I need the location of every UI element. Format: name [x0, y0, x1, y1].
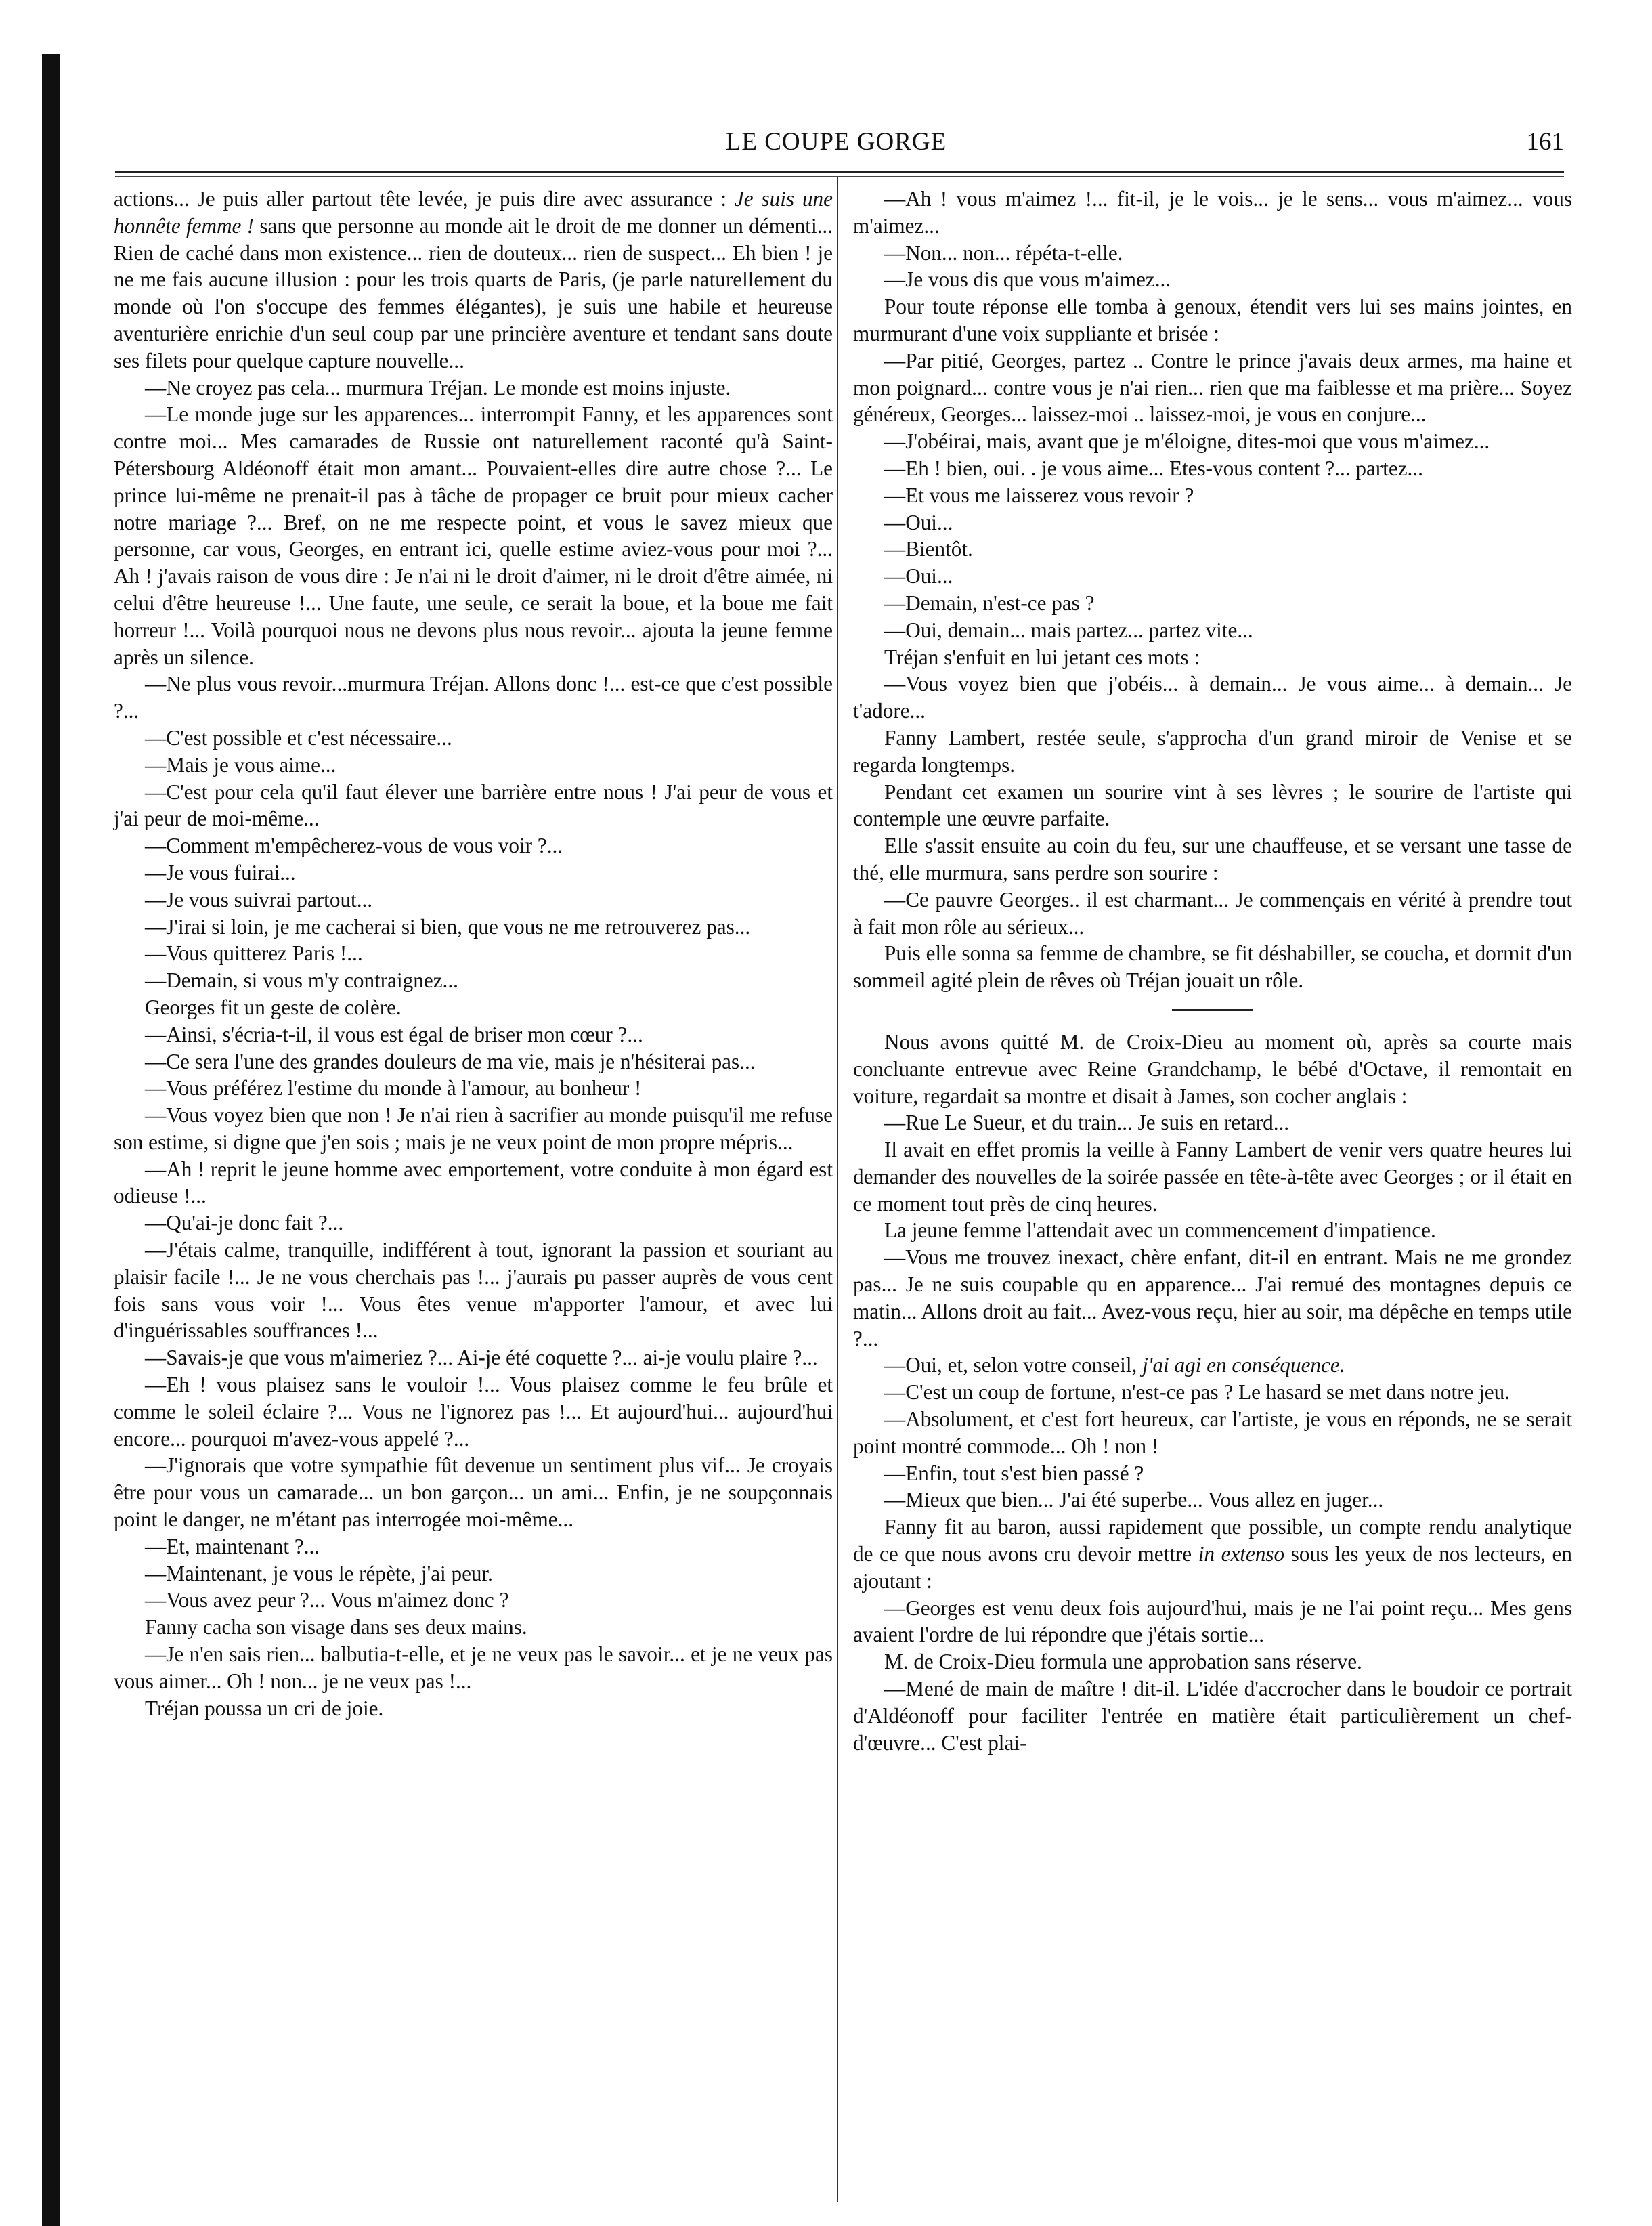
paragraph-text: actions... Je puis aller partout tête levée, je puis dire avec assurance :	[114, 187, 735, 211]
paragraph-text: —Maintenant, je vous le répète, j'ai peur.	[145, 1561, 493, 1585]
paragraph	[853, 1486, 1572, 1514]
paragraph-text: —Oui...	[884, 510, 953, 534]
paragraph	[853, 940, 1572, 994]
paragraph	[114, 1371, 833, 1452]
paragraph	[853, 1244, 1572, 1352]
paragraph	[114, 1048, 833, 1075]
paragraph	[853, 617, 1572, 644]
paragraph-text: Elle s'assit ensuite au coin du feu, sur une chauffeuse, et se versant une tasse de thé, elle murmura, sans perdre son sourire :	[853, 834, 1572, 884]
paragraph	[114, 1533, 833, 1560]
paragraph	[853, 670, 1572, 725]
paragraph	[114, 940, 833, 967]
header-rule-thin	[115, 176, 1564, 177]
paragraph	[853, 590, 1572, 617]
paragraph	[853, 832, 1572, 886]
paragraph	[853, 293, 1572, 347]
paragraph-text: —Et vous me laisserez vous revoir ?	[884, 483, 1194, 507]
paragraph-text: —C'est un coup de fortune, n'est-ce pas ? Le hasard se met dans notre jeu.	[884, 1380, 1510, 1405]
paragraph-text: M. de Croix-Dieu formula une approbation sans réserve.	[884, 1650, 1362, 1674]
paragraph	[114, 1695, 833, 1722]
paragraph	[114, 1452, 833, 1533]
paragraph	[853, 1379, 1572, 1406]
paragraph	[114, 1641, 833, 1695]
paragraph	[853, 725, 1572, 779]
paragraph	[853, 1406, 1572, 1460]
paragraph	[853, 779, 1572, 833]
paragraph	[853, 563, 1572, 590]
running-title: LE COUPE GORGE	[725, 128, 947, 156]
paragraph-text: —C'est pour cela qu'il faut élever une barrière entre nous ! J'ai peur de vous et j'ai peur de moi-même...	[114, 779, 833, 831]
paragraph-text: —Vous voyez bien que non ! Je n'ai rien à sacrifier au monde puisqu'il me refuse son estime, si digne que j'en sois ; mais je ne veux point de mon propre mépris...	[114, 1103, 833, 1154]
right-column	[853, 186, 1572, 1756]
page-number: 161	[1526, 128, 1564, 156]
paragraph-text: —Vous voyez bien que j'obéis... à demain... Je vous aime... à demain... Je t'adore...	[853, 672, 1572, 723]
paragraph	[853, 1595, 1572, 1649]
paragraph	[114, 832, 833, 859]
paragraph	[114, 1560, 833, 1587]
paragraph-text: —J'obéirai, mais, avant que je m'éloigne, dites-moi que vous m'aimez...	[884, 429, 1490, 454]
paragraph-text: —Je vous suivrai partout...	[145, 887, 373, 912]
paragraph	[114, 859, 833, 886]
paragraph-text: Puis elle sonna sa femme de chambre, se fit déshabiller, se coucha, et dormit d'un sommeil agité plein de rêves où Tréjan jouait un rôle.	[853, 941, 1572, 993]
paragraph-text: —Demain, n'est-ce pas ?	[884, 591, 1095, 615]
paragraph-text: —Ne croyez pas cela... murmura Tréjan. Le monde est moins injuste.	[145, 375, 731, 400]
paragraph-text: —Ah ! vous m'aimez !... fit-il, je le vois... je le sens... vous m'aimez... vous m'aimez...	[853, 187, 1572, 238]
paragraph-text: —Ne plus vous revoir...murmura Tréjan. Allons donc !... est-ce que c'est possible ?...	[114, 672, 833, 723]
paragraph-text: —Comment m'empêcherez-vous de vous voir ?...	[145, 834, 563, 858]
paragraph	[114, 401, 833, 670]
paragraph-text: —Absolument, et c'est fort heureux, car l'artiste, je vous en réponds, ne se serait point montré commode... Oh ! non !	[853, 1407, 1572, 1458]
paragraph-text: —Mais je vous aime...	[145, 752, 336, 777]
paragraph	[853, 240, 1572, 267]
paragraph	[853, 509, 1572, 536]
paragraph-text: —Oui...	[884, 564, 953, 588]
paragraph-text: —Qu'ai-je donc fait ?...	[145, 1211, 344, 1235]
paragraph	[853, 1352, 1572, 1379]
paragraph-text: —Je vous fuirai...	[145, 860, 296, 884]
paragraph-text: —Je n'en sais rien... balbutia-t-elle, et je ne veux pas le savoir... et je ne veux pas vous aimer... Oh ! non... je ne veux pas !...	[114, 1642, 833, 1693]
paragraph	[853, 1136, 1572, 1217]
paragraph	[114, 1237, 833, 1344]
paragraph	[853, 347, 1572, 428]
paragraph-text: —Mené de main de maître ! dit-il. L'idée d'accrocher dans le boudoir ce portrait d'Aldéonoff pour faciliter l'entrée en matière était particulièrement un chef-d'œuvre... C'est plai-	[853, 1677, 1572, 1755]
paragraph-text: Nous avons quitté M. de Croix-Dieu au moment où, après sa courte mais concluante entrevue avec Reine Grandchamp, le bébé d'Octave, il remontait en voiture, regardait sa montre et disait à James, son cocher anglais :	[853, 1029, 1572, 1108]
paragraph	[114, 1210, 833, 1237]
paragraph	[114, 670, 833, 725]
paragraph-text: Georges fit un geste de colère.	[145, 995, 401, 1019]
paragraph-text-continued: sans que personne au monde ait le droit de me donner un démenti... Rien de caché dans mon existence... rien de douteux... rien de suspect... Eh bien ! je ne me fais aucune illusion : pour les trois quarts de Paris, (je parle naturellement du monde où l'on s'occupe des femmes élégantes), je suis une habile et heureuse aventurière enrichie d'un seul coup par une princière aventure et tendant sans doute ses filets pour quelque capture nouvelle...	[114, 213, 833, 372]
paragraph	[853, 266, 1572, 293]
paragraph	[114, 779, 833, 833]
paragraph-text: —C'est possible et c'est nécessaire...	[145, 725, 452, 750]
paragraph-text: —Rue Le Sueur, et du train... Je suis en retard...	[884, 1111, 1290, 1135]
paragraph	[853, 1217, 1572, 1244]
paragraph-text: Pour toute réponse elle tomba à genoux, étendit vers lui ses mains jointes, en murmurant d'une voix suppliante et brisée :	[853, 295, 1572, 345]
paragraph-text: Fanny cacha son visage dans ses deux mains.	[145, 1615, 527, 1640]
paragraph-text: —Enfin, tout s'est bien passé ?	[884, 1461, 1144, 1485]
left-column	[114, 186, 833, 1721]
paragraph-text: —Ah ! reprit le jeune homme avec emportement, votre conduite à mon égard est odieuse !...	[114, 1157, 833, 1208]
paragraph-text: Pendant cet examen un sourire vint à ses lèvres ; le sourire de l'artiste qui contemple une œuvre parfaite.	[853, 779, 1572, 831]
paragraph-text-continued: sous les yeux de nos lecteurs, en ajoutant :	[853, 1542, 1572, 1593]
paragraph	[114, 1075, 833, 1102]
paragraph-text: —J'irai si loin, je me cacherai si bien, que vous ne me retrouverez pas...	[145, 914, 751, 939]
paragraph-text: —Savais-je que vous m'aimeriez ?... Ai-je été coquette ?... ai-je voulu plaire ?...	[145, 1346, 818, 1370]
paragraph-text: —Vous me trouvez inexact, chère enfant, dit-il en entrant. Mais ne me grondez pas... Je ne suis coupable qu en apparence... J'ai remué des montagnes depuis ce matin... Allons droit au fait... Avez-vous reçu, hier au soir, ma dépêche en temps utile ?...	[853, 1245, 1572, 1350]
italic-text: j'ai agi en conséquence.	[1142, 1353, 1345, 1377]
paragraph	[114, 1614, 833, 1641]
paragraph	[853, 1109, 1572, 1136]
paragraph	[114, 1021, 833, 1048]
italic-text: in extenso	[1198, 1542, 1285, 1566]
paragraph-text: —Mieux que bien... J'ai été superbe... Vous allez en juger...	[884, 1488, 1384, 1512]
paragraph-text: —Georges est venu deux fois aujourd'hui, mais je ne l'ai point reçu... Mes gens avaient l'ordre de lui répondre que j'étais sortie...	[853, 1596, 1572, 1647]
paragraph-text: —Oui, et, selon votre conseil,	[884, 1353, 1143, 1377]
paragraph-text: Tréjan poussa un cri de joie.	[145, 1696, 384, 1720]
paragraph-text: Tréjan s'enfuit en lui jetant ces mots :	[884, 645, 1200, 669]
paragraph	[853, 644, 1572, 671]
paragraph-text: —Eh ! bien, oui. . je vous aime... Etes-vous content ?... partez...	[884, 456, 1423, 480]
paragraph	[853, 1029, 1572, 1109]
paragraph	[114, 994, 833, 1021]
paragraph	[114, 1587, 833, 1614]
paragraph	[114, 752, 833, 779]
italic-text: Je suis une honnête femme !	[114, 187, 833, 238]
paragraph-text: —Vous préférez l'estime du monde à l'amour, au bonheur !	[145, 1076, 642, 1100]
paragraph	[114, 374, 833, 402]
paragraph	[114, 967, 833, 994]
paragraph	[853, 1460, 1572, 1487]
paragraph-text: —Vous quitterez Paris !...	[145, 941, 363, 966]
paragraph	[114, 1102, 833, 1156]
paragraph-text: —Oui, demain... mais partez... partez vite...	[884, 618, 1253, 642]
paragraph	[114, 914, 833, 941]
paragraph-text: —Demain, si vous m'y contraignez...	[145, 968, 458, 993]
paragraph	[853, 536, 1572, 563]
paragraph-text: —Non... non... répéta-t-elle.	[884, 240, 1123, 265]
page-binding-edge	[42, 54, 60, 2226]
paragraph-text: —Et, maintenant ?...	[145, 1534, 320, 1558]
paragraph-text: Fanny Lambert, restée seule, s'approcha d'un grand miroir de Venise et se regarda longtemps.	[853, 725, 1572, 777]
paragraph	[853, 1675, 1572, 1756]
paragraph	[853, 1648, 1572, 1675]
paragraph-text: —Le monde juge sur les apparences... interrompit Fanny, et les apparences sont contre moi... Mes camarades de Russie ont naturellement raconté qu'à Saint-Pétersbourg Aldéonoff était mon amant... Pouvaient-elles dire autre chose ?... Le prince lui-même ne prenait-il pas à tâche de propager ce bruit pour mieux cacher notre mariage ?... Bref, on ne me respecte point, et vous le savez mieux que personne, car vous, Georges, en entrant ici, quelle estime aviez-vous pour moi ?... Ah ! j'avais raison de vous dire : Je n'ai ni le droit d'aimer, ni le droit d'être aimée, ni celui d'être heureuse !... Une faute, une seule, ce serait la boue, et la boue me fait horreur !... Voilà pourquoi nous ne devons plus nous revoir... ajouta la jeune femme après un silence.	[114, 402, 833, 669]
section-divider	[1172, 1009, 1253, 1011]
paragraph	[114, 725, 833, 752]
paragraph-text: Fanny fit au baron, aussi rapidement que possible, un compte rendu analytique de ce que nous avons cru devoir mettre	[853, 1515, 1572, 1566]
paragraph	[853, 482, 1572, 509]
paragraph-text: —Eh ! vous plaisez sans le vouloir !... Vous plaisez comme le feu brûle et comme le soleil éclaire ?... Vous ne l'ignorez pas !... Et aujourd'hui... aujourd'hui encore... pourquoi m'avez-vous appelé ?...	[114, 1373, 833, 1451]
paragraph	[853, 428, 1572, 455]
paragraph-text: —Bientôt.	[884, 537, 973, 561]
paragraph-text: —Ainsi, s'écria-t-il, il vous est égal de briser mon cœur ?...	[145, 1022, 643, 1046]
paragraph-text: Il avait en effet promis la veille à Fanny Lambert de venir vers quatre heures lui demander des nouvelles de la soirée passée en tête-à-tête avec Georges ; or il était en ce moment tout près de cinq heures.	[853, 1138, 1572, 1216]
paragraph	[853, 1514, 1572, 1594]
paragraph-text: —Ce pauvre Georges.. il est charmant... Je commençais en vérité à prendre tout à fait mon rôle au sérieux...	[853, 887, 1572, 939]
paragraph-text: —Par pitié, Georges, partez .. Contre le prince j'avais deux armes, ma haine et mon poignard... contre vous je n'ai rien... rien que ma faiblesse et ma prière... Soyez généreux, Georges... laissez-moi .. laissez-moi, je vous en conjure...	[853, 348, 1572, 427]
paragraph-text: La jeune femme l'attendait avec un commencement d'impatience.	[884, 1218, 1436, 1243]
paragraph-text: —J'étais calme, tranquille, indifférent à tout, ignorant la passion et souriant au plaisir facile !... Je ne vous cherchais pas !... j'aurais pu passer auprès de vous cent fois sans vous voir !... Vous êtes venue m'apporter l'amour, et avec lui d'inguérissables souffrances !...	[114, 1238, 833, 1343]
paragraph-text: —Je vous dis que vous m'aimez...	[884, 267, 1171, 292]
column-separator	[837, 177, 838, 2202]
running-header	[108, 127, 1564, 168]
paragraph	[853, 886, 1572, 941]
paragraph	[853, 455, 1572, 482]
paragraph	[114, 886, 833, 914]
header-rule	[115, 171, 1564, 173]
paragraph	[114, 186, 833, 374]
paragraph	[853, 186, 1572, 240]
paragraph	[114, 1344, 833, 1371]
paragraph	[114, 1156, 833, 1210]
paragraph-text: —Vous avez peur ?... Vous m'aimez donc ?	[145, 1588, 509, 1612]
paragraph-text: —J'ignorais que votre sympathie fût devenue un sentiment plus vif... Je croyais être pour vous un camarade... un bon garçon... un ami... Enfin, je ne soupçonnais point le danger, ne m'étant pas interrogée moi-même...	[114, 1453, 833, 1532]
paragraph-text: —Ce sera l'une des grandes douleurs de ma vie, mais je n'hésiterai pas...	[145, 1049, 756, 1073]
